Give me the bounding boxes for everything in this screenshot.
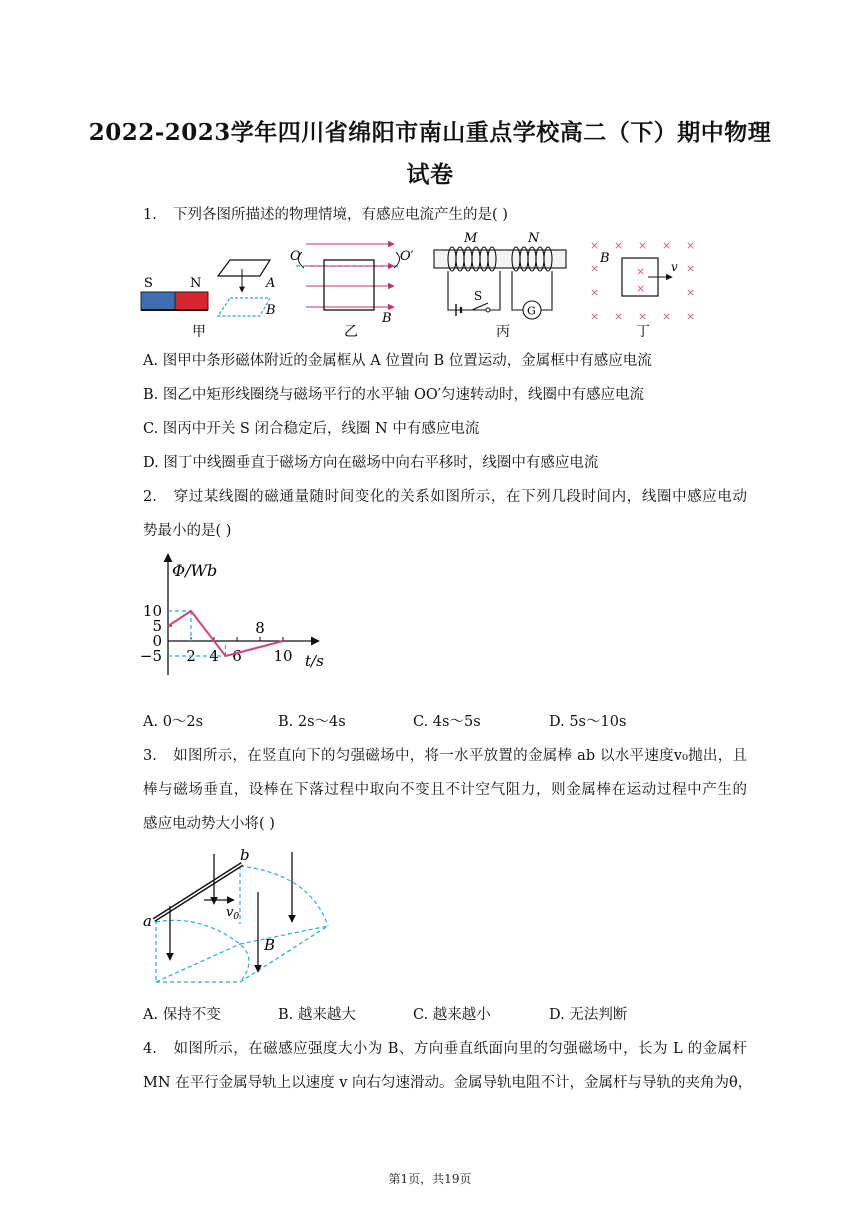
- q2-option-b[interactable]: B. 2s～4s: [278, 714, 346, 730]
- y-tick-label: 10: [142, 602, 162, 620]
- q3-stem-text1: 如图所示，在竖直向下的匀强磁场中，将一水平放置的金属棒 ab 以水平速度v₀抛出，且: [173, 748, 747, 764]
- switch-s-label: S: [474, 289, 483, 303]
- x-tick-label: 10: [273, 647, 293, 665]
- q4-stem-text1: 如图所示，在磁感应强度大小为 B、方向垂直纸面向里的匀强磁场中，长为 L 的金属杆: [173, 1041, 747, 1057]
- svg-text:×: ×: [636, 265, 646, 278]
- q3-figure: [140, 844, 340, 988]
- fig-ding-frame: [599, 251, 678, 340]
- q4-number: 4.: [143, 1041, 157, 1057]
- axis-oprime-label: O′: [400, 249, 414, 264]
- field-b-label-yi: B: [382, 311, 392, 326]
- svg-text:×: ×: [686, 239, 696, 252]
- page-title-line1: 2022-2023学年四川省绵阳市南山重点学校高二（下）期中物理: [88, 119, 772, 146]
- fig-bing: [434, 231, 566, 340]
- svg-text:×: ×: [614, 310, 624, 323]
- q2-stem-line1: [143, 485, 747, 506]
- q3-option-c[interactable]: C. 越来越小: [413, 1007, 491, 1023]
- q1-number: 1.: [143, 207, 157, 223]
- q1-option-b[interactable]: B. 图乙中矩形线圈绕与磁场平行的水平轴 OO′匀速转动时，线圈中有感应电流: [143, 387, 645, 403]
- fig-jia: [141, 260, 276, 340]
- svg-text:×: ×: [638, 239, 648, 252]
- q1-figure: [138, 224, 698, 342]
- q1-option-d[interactable]: D. 图丁中线圈垂直于磁场方向在磁场中向右平移时，线圈中有感应电流: [143, 455, 599, 471]
- x-tick-label: 6: [232, 647, 242, 665]
- magnet-s-label: S: [144, 276, 153, 291]
- q3-option-d[interactable]: D. 无法判断: [549, 1007, 628, 1023]
- position-b-label: B: [266, 303, 276, 318]
- svg-text:×: ×: [614, 239, 624, 252]
- q2-number: 2.: [143, 489, 157, 505]
- y-axis-label: Φ/Wb: [172, 561, 218, 580]
- svg-text:×: ×: [590, 310, 600, 323]
- q1-stem: [143, 203, 508, 224]
- y-tick-label: 0: [152, 632, 162, 650]
- q4-stem-line1: [143, 1037, 747, 1058]
- q2-option-c[interactable]: C. 4s～5s: [413, 714, 481, 730]
- svg-text:×: ×: [686, 262, 696, 275]
- svg-text:×: ×: [686, 286, 696, 299]
- position-a-label: A: [266, 276, 276, 291]
- q3-stem-line3: 感应电动势大小将( ): [143, 816, 275, 832]
- flux-chart: [140, 548, 360, 698]
- velocity-v-label: v: [671, 260, 678, 274]
- svg-text:×: ×: [590, 239, 600, 252]
- page-footer: 第1页，共19页: [388, 1172, 472, 1186]
- fig-yi: [290, 244, 414, 340]
- rod-end-b-label: b: [240, 846, 250, 864]
- q1-option-a[interactable]: A. 图甲中条形磁体附近的金属框从 A 位置向 B 位置运动，金属框中有感应电流: [143, 353, 652, 369]
- q2-option-d[interactable]: D. 5s～10s: [549, 714, 627, 730]
- x-tick-label: 8: [255, 619, 265, 637]
- axis-o-label: O: [290, 249, 301, 264]
- q1-stem-text: 下列各图所描述的物理情境，有感应电流产生的是( ): [173, 207, 508, 223]
- fig-ding-caption: 丁: [636, 324, 650, 340]
- x-tick-label: 2: [186, 647, 196, 665]
- svg-text:×: ×: [590, 262, 600, 275]
- q3-stem-line1: [143, 744, 747, 765]
- svg-text:×: ×: [636, 282, 646, 295]
- svg-text:×: ×: [662, 310, 672, 323]
- svg-text:×: ×: [686, 310, 696, 323]
- field-b-label-ding: B: [600, 251, 610, 266]
- q2-option-a[interactable]: A. 0～2s: [143, 714, 204, 730]
- q3-option-b[interactable]: B. 越来越大: [278, 1007, 356, 1023]
- q4-stem-line2: MN 在平行金属导轨上以速度 v 向右匀速滑动。金属导轨电阻不计，金属杆与导轨的夹角为θ，: [143, 1075, 753, 1091]
- coil-n-label: N: [528, 231, 540, 246]
- galvanometer-g-label: G: [527, 304, 536, 318]
- page-title-line2: 试卷: [406, 161, 454, 188]
- q3-stem-line2: 棒与磁场垂直，设棒在下落过程中取向不变且不计空气阻力，则金属棒在运动过程中产生的: [143, 782, 747, 798]
- svg-text:×: ×: [590, 286, 600, 299]
- fig-jia-caption: 甲: [192, 324, 206, 340]
- velocity-v0-label: $v_0$: [226, 905, 240, 922]
- field-b-label-q3: B: [264, 936, 276, 954]
- coil-m-label: M: [464, 231, 478, 246]
- fig-bing-caption: 丙: [496, 324, 510, 340]
- svg-text:×: ×: [638, 310, 648, 323]
- q2-stem-line2: 势最小的是( ): [143, 523, 232, 539]
- y-tick-label: −5: [140, 647, 162, 665]
- x-axis-label: t/s: [305, 652, 324, 670]
- q1-option-c[interactable]: C. 图丙中开关 S 闭合稳定后，线圈 N 中有感应电流: [143, 421, 480, 437]
- x-tick-label: 4: [209, 647, 219, 665]
- fig-yi-caption: 乙: [344, 324, 358, 340]
- q3-number: 3.: [143, 748, 157, 764]
- rod-end-a-label: a: [143, 912, 152, 930]
- magnet-n-label: N: [190, 276, 202, 291]
- q2-stem-text1: 穿过某线圈的磁通量随时间变化的关系如图所示，在下列几段时间内，线圈中感应电动: [173, 489, 747, 505]
- q3-option-a[interactable]: A. 保持不变: [143, 1007, 221, 1023]
- y-tick-label: 5: [152, 617, 162, 635]
- svg-text:×: ×: [662, 239, 672, 252]
